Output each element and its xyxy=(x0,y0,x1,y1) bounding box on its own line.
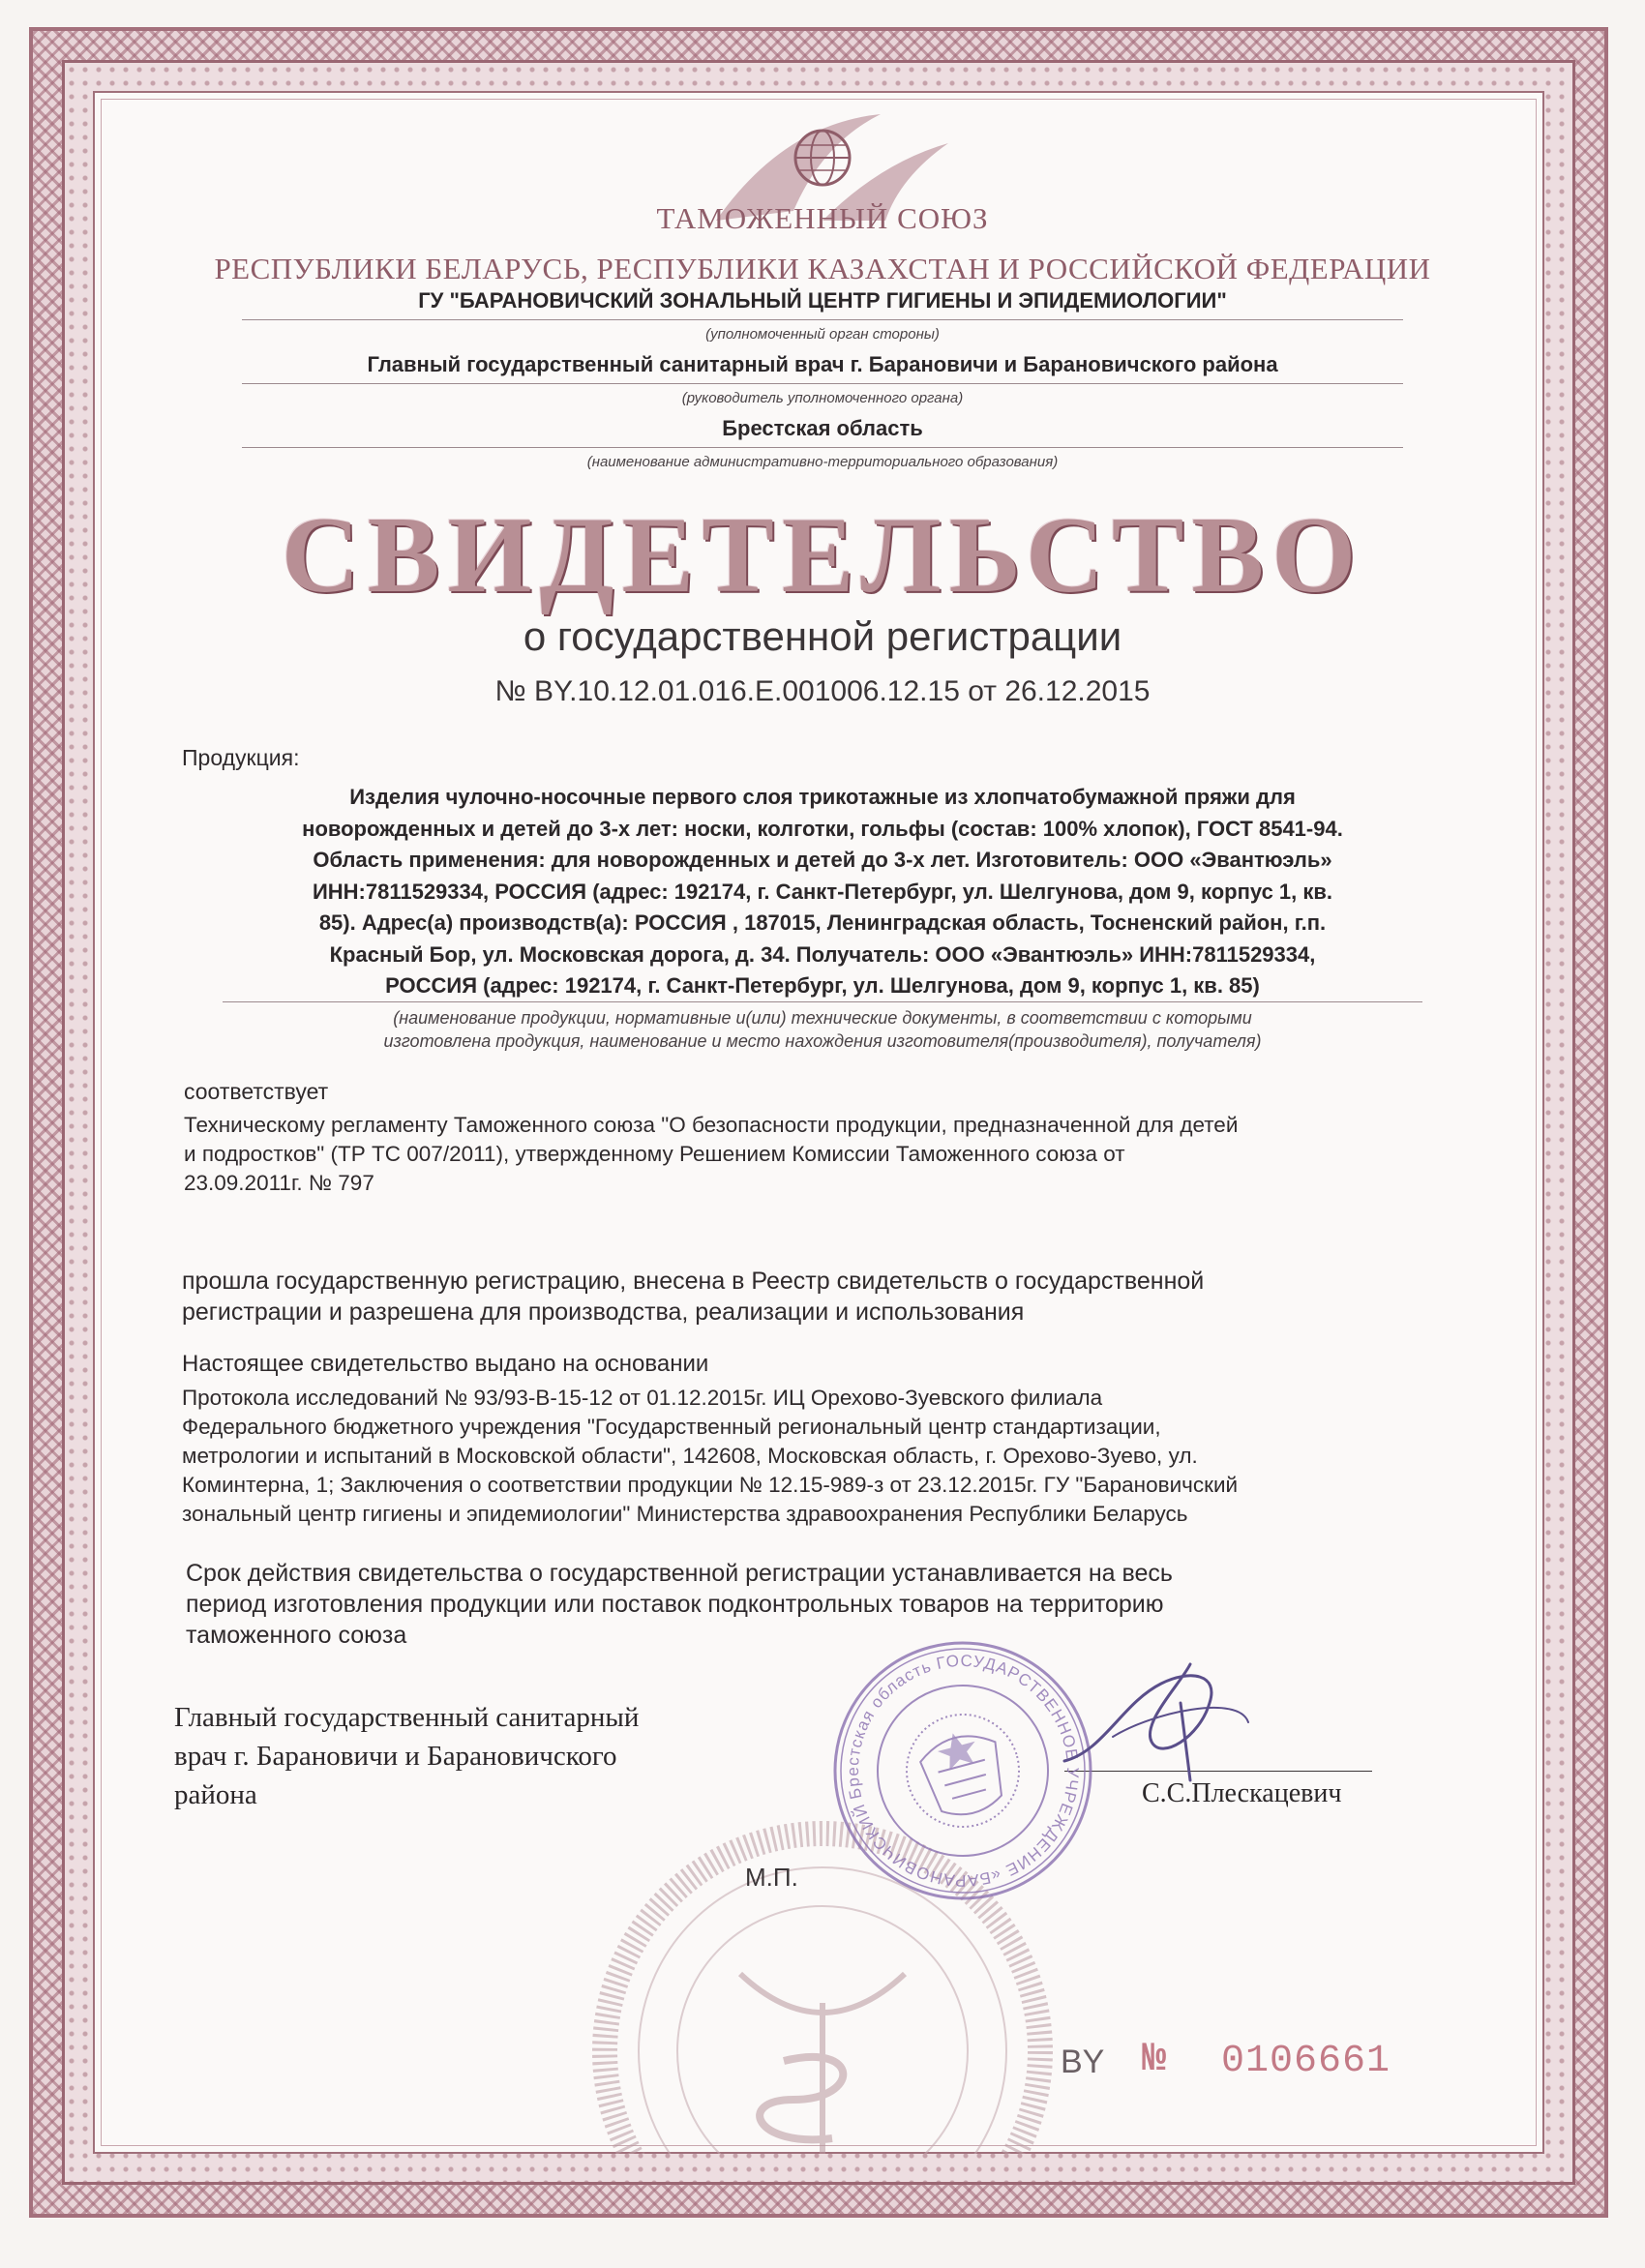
product-line: Красный Бор, ул. Московская дорога, д. 34. Получатель: ООО «Эвантюэль» ИНН:7811529334, xyxy=(329,941,1316,967)
product-description xyxy=(232,782,1413,1002)
head-of-authority: Главный государственный санитарный врач г. Барановичи и Барановичского района xyxy=(367,352,1278,376)
basis-line: зональный центр гигиены и эпидемиологии" Министерства здравоохранения Республики Беларусь xyxy=(182,1502,1188,1526)
product-line: Изделия чулочно-носочные первого слоя трикотажные из хлопчатобумажной пряжи для xyxy=(349,785,1296,809)
union-subtitle: РЕСПУБЛИКИ БЕЛАРУСЬ, РЕСПУБЛИКИ КАЗАХСТАН И РОССИЙСКОЙ ФЕДЕРАЦИИ xyxy=(214,252,1431,285)
validity-text xyxy=(186,1558,1444,1651)
basis-line: Федерального бюджетного учреждения "Государственный региональный центр стандартизации, xyxy=(182,1415,1161,1439)
stamp-place-label: М.П. xyxy=(745,1863,798,1892)
product-underline xyxy=(223,1001,1422,1002)
serial-number: 0106661 xyxy=(1221,2040,1391,2083)
conformity-label: соответствует xyxy=(184,1079,329,1104)
product-line: новорожденных и детей до 3-х лет: носки, колготки, гольфы (состав: 100% хлопок), ГОСТ 8541-94. xyxy=(302,816,1343,841)
basis-text xyxy=(182,1384,1459,1529)
signer-position-line: Главный государственный санитарный xyxy=(174,1702,640,1733)
product-line: РОССИЯ (адрес: 192174, г. Санкт-Петербург, ул. Шелгунова, дом 9, корпус 1, кв. 85) xyxy=(385,973,1260,998)
authority-name: ГУ "БАРАНОВИЧСКИЙ ЗОНАЛЬНЫЙ ЦЕНТР ГИГИЕНЫ И ЭПИДЕМИОЛОГИИ" xyxy=(418,288,1227,313)
basis-line: метрологии и испытаний в Московской области", 142608, Московская область, г. Орехово-Зуево, ул. xyxy=(182,1444,1198,1468)
region-name: Брестская область xyxy=(722,416,923,440)
conformity-line: 23.09.2011г. № 797 xyxy=(184,1171,374,1195)
validity-line: период изготовления продукции или поставок подконтрольных товаров на территорию xyxy=(186,1591,1164,1618)
certificate-title: СВИДЕТЕЛЬСТВО xyxy=(281,495,1364,615)
product-line: Область применения: для новорожденных и детей до 3-х лет. Изготовитель: ООО «Эвантюэль» xyxy=(313,848,1332,872)
product-label: Продукция: xyxy=(182,745,300,770)
authority-underline xyxy=(242,319,1403,320)
signer-position xyxy=(174,1698,755,1814)
registration-text xyxy=(182,1266,1440,1328)
signer-position-line: района xyxy=(174,1779,257,1810)
signer-position-line: врач г. Барановичи и Барановичского xyxy=(174,1741,617,1772)
conformity-line: и подростков" (ТР ТС 007/2011), утвержденному Решением Комиссии Таможенного союза от xyxy=(184,1142,1125,1166)
basis-line: Протокола исследований № 93/93-В-15-12 от 01.12.2015г. ИЦ Орехово-Зуевского филиала xyxy=(182,1386,1103,1410)
product-caption-line: изготовлена продукция, наименование и место нахождения изготовителя(производителя), получателя) xyxy=(383,1031,1262,1051)
certificate-subtitle: о государственной регистрации xyxy=(523,613,1122,659)
signer-name: С.С.Плескацевич xyxy=(1142,1778,1342,1808)
product-caption xyxy=(194,1006,1451,1053)
union-title: ТАМОЖЕННЫЙ СОЮЗ xyxy=(656,201,989,235)
stamp-ring-text: Брестская область ГОСУДАРСТВЕННОЕ УЧРЕЖДЕНИЕ «БАРАНОВИЧСКИЙ xyxy=(843,1651,1083,1891)
validity-line: таможенного союза xyxy=(186,1622,407,1649)
region-caption: (наименование административно-территориального образования) xyxy=(586,454,1059,470)
product-line: 85). Адрес(а) производств(а): РОССИЯ , 187015, Ленинградская область, Тосненский район, г.п. xyxy=(318,910,1327,935)
registration-line: регистрации и разрешена для производства, реализации и использования xyxy=(182,1298,1025,1326)
handwritten-signature xyxy=(1045,1645,1258,1790)
registration-line: прошла государственную регистрацию, внесена в Реестр свидетельств о государственной xyxy=(182,1268,1205,1295)
registration-number: № BY.10.12.01.016.E.001006.12.15 от 26.12.2015 xyxy=(494,675,1151,707)
product-caption-line: (наименование продукции, нормативные и(или) технические документы, в соответствии с которыми xyxy=(393,1008,1252,1028)
conformity-line: Техническому регламенту Таможенного союза "О безопасности продукции, предназначенной для детей xyxy=(184,1113,1239,1137)
head-underline xyxy=(242,383,1403,384)
authority-caption: (уполномоченный орган стороны) xyxy=(705,326,940,343)
product-line: ИНН:7811529334, РОССИЯ (адрес: 192174, г. Санкт-Петербург, ул. Шелгунова, дом 9, корпус 1, кв. xyxy=(312,879,1333,904)
basis-line: Коминтерна, 1; Заключения о соответствии продукции № 12.15-989-з от 23.12.2015г. ГУ "Барановичский xyxy=(182,1473,1239,1497)
region-underline xyxy=(242,447,1403,448)
conformity-text xyxy=(184,1111,1442,1198)
basis-label: Настоящее свидетельство выдано на основании xyxy=(182,1351,709,1377)
serial-number-sign: № xyxy=(1142,2036,1167,2082)
serial-prefix: BY xyxy=(1061,2044,1105,2080)
head-caption: (руководитель уполномоченного органа) xyxy=(681,390,964,406)
validity-line: Срок действия свидетельства о государственной регистрации устанавливается на весь xyxy=(186,1560,1173,1587)
